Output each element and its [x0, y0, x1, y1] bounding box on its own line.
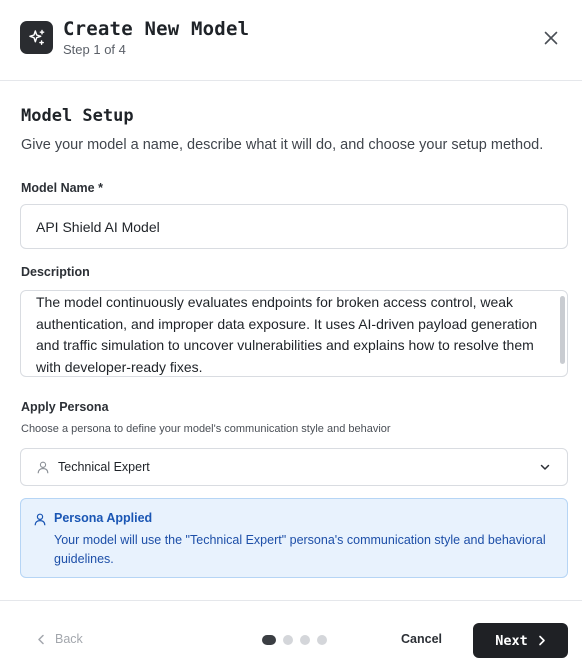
step-indicator: Step 1 of 4 — [63, 42, 126, 57]
description-textarea[interactable] — [20, 290, 568, 377]
model-name-label: Model Name * — [21, 181, 103, 195]
close-button[interactable] — [539, 26, 563, 50]
model-name-input[interactable] — [20, 204, 568, 249]
persona-label: Apply Persona — [21, 400, 109, 414]
step-dot — [317, 635, 327, 645]
modal-header — [0, 0, 582, 81]
description-text: The model continuously evaluates endpoints for broken access control, weak authentication, and improper data exposure. It uses AI-driven payload generation and traffic simulation to uncover vulnerabilities and explains how to resolve them with developer-ready fixes. — [36, 294, 538, 375]
persona-applied-notice — [20, 498, 568, 578]
step-dot — [283, 635, 293, 645]
user-icon — [34, 513, 46, 526]
persona-applied-title: Persona Applied — [54, 511, 153, 525]
persona-hint: Choose a persona to define your model's communication style and behavior — [21, 423, 391, 435]
chevron-left-icon — [37, 634, 45, 645]
persona-applied-body: Your model will use the "Technical Expert" persona's communication style and behavioral guidelines. — [54, 533, 546, 566]
persona-select[interactable] — [20, 448, 568, 486]
next-label: Next — [495, 632, 528, 649]
close-icon — [544, 31, 558, 45]
description-label: Description — [21, 265, 90, 279]
textarea-scrollbar[interactable] — [560, 296, 565, 364]
cancel-button[interactable]: Cancel — [401, 632, 442, 646]
chevron-down-icon — [539, 461, 551, 473]
step-dots — [262, 635, 327, 645]
user-icon — [37, 461, 49, 474]
section-title: Model Setup — [21, 106, 134, 126]
back-button[interactable] — [37, 632, 83, 646]
back-label: Back — [55, 632, 83, 646]
footer-divider — [0, 600, 582, 601]
step-dot — [262, 635, 276, 645]
next-button[interactable] — [473, 623, 568, 658]
sparkles-icon — [20, 21, 53, 54]
step-dot — [300, 635, 310, 645]
section-description: Give your model a name, describe what it will do, and choose your setup method. — [21, 137, 544, 153]
chevron-right-icon — [538, 635, 546, 646]
persona-select-value: Technical Expert — [58, 460, 150, 474]
modal-title: Create New Model — [63, 18, 250, 40]
